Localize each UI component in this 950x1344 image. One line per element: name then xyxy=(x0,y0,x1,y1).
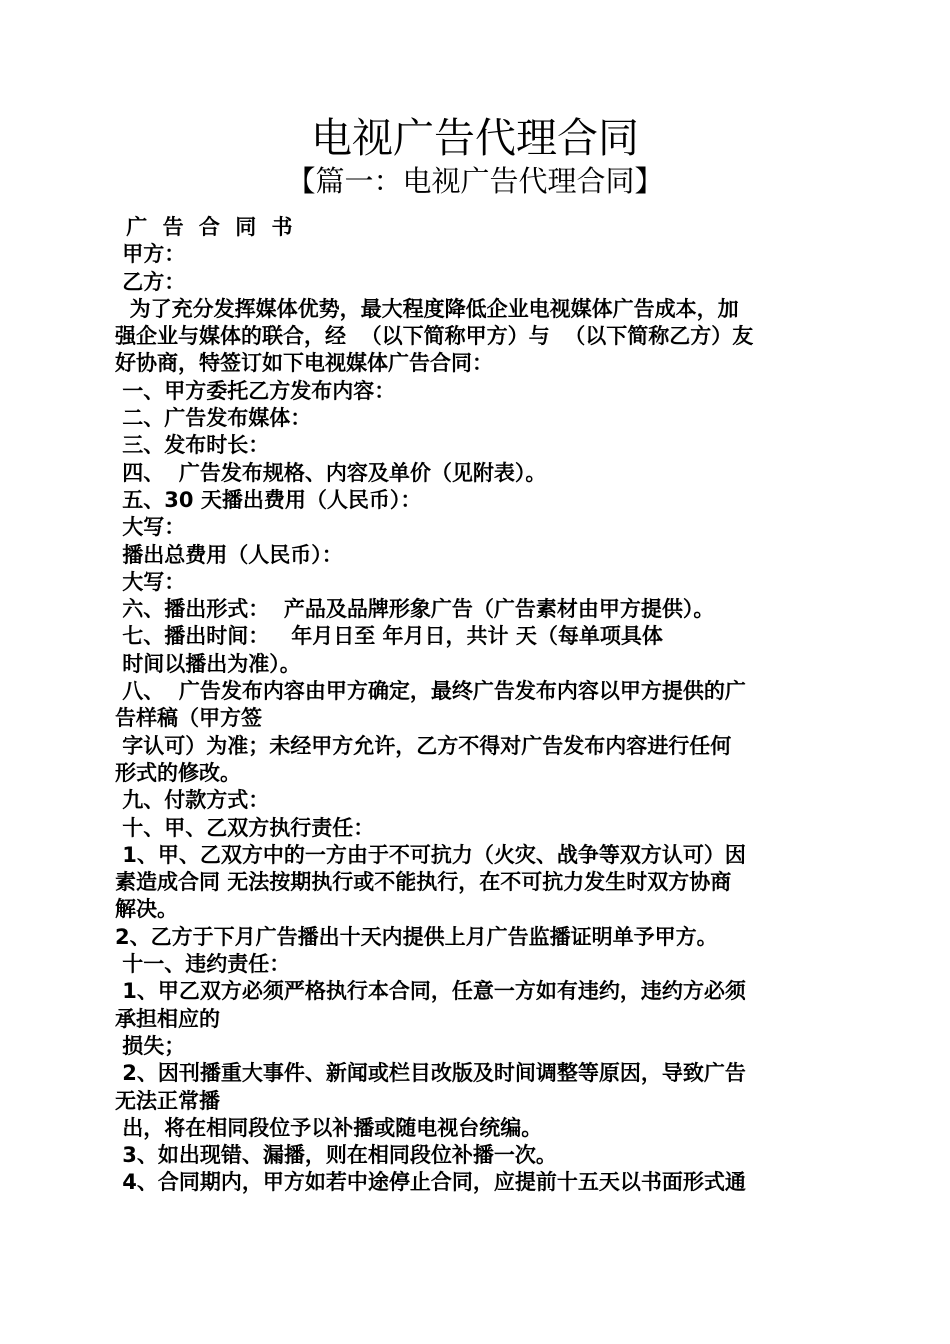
clause-8-line: 字认可）为准；未经甲方允许，乙方不得对广告发布内容进行任何 xyxy=(115,733,732,758)
clause-6-line: 六、播出形式： 产品及品牌形象广告（广告素材由甲方提供）。 xyxy=(115,597,715,622)
clause-11-line: 十一、违约责任： xyxy=(115,952,291,977)
clause-11-item-line: 承担相应的 xyxy=(115,1006,220,1031)
document-title: 电视广告代理合同 xyxy=(311,114,639,162)
preamble-line: 为了充分发挥媒体优势，最大程度降低企业电视媒体广告成本，加 xyxy=(115,296,739,321)
clause-11-item-line: 3、如出现错、漏播，则在相同段位补播一次。 xyxy=(115,1143,557,1168)
clause-5-line: 五、30 天播出费用（人民币）： xyxy=(115,487,422,512)
party-b-line: 乙方： xyxy=(115,269,186,294)
preamble-line: 好协商，特签订如下电视媒体广告合同： xyxy=(115,351,493,376)
clause-3-line: 三、发布时长： xyxy=(115,433,270,458)
party-a-line: 甲方： xyxy=(115,242,186,267)
clause-11-item-line: 损失； xyxy=(115,1033,186,1058)
preamble-line: 强企业与媒体的联合，经 （以下简称甲方）与 （以下简称乙方）友 xyxy=(115,324,754,349)
clause-10-item-line: 1、甲、乙双方中的一方由于不可抗力（火灾、战争等双方认可）因 xyxy=(115,842,746,867)
clause-7-line: 时间以播出为准）。 xyxy=(115,651,301,676)
clause-11-item-line: 2、因刊播重大事件、新闻或栏目改版及时间调整等原因，导致广告 xyxy=(115,1061,746,1086)
clause-10-item-line: 素造成合同 无法按期执行或不能执行，在不可抗力发生时双方协商 xyxy=(115,870,732,895)
total-fee-line: 播出总费用（人民币）： xyxy=(115,542,343,567)
clause-7-line: 七、播出时间： 年月日至 年月日，共计 天（每单项具体 xyxy=(115,624,663,649)
clause-4-line: 四、 广告发布规格、内容及单价（见附表）。 xyxy=(115,460,547,485)
amount-in-words-line: 大写： xyxy=(115,569,186,594)
clause-10-line: 十、甲、乙双方执行责任： xyxy=(115,815,375,840)
clause-2-line: 二、广告发布媒体： xyxy=(115,406,312,431)
clause-8-line: 八、 广告发布内容由甲方确定，最终广告发布内容以甲方提供的广 xyxy=(115,679,746,704)
document-subtitle: 【篇一：电视广告代理合同】 xyxy=(286,164,664,198)
document-body xyxy=(115,214,835,1197)
clause-11-item-line: 无法正常播 xyxy=(115,1088,220,1113)
clause-11-item-line: 出，将在相同段位予以补播或随电视台统编。 xyxy=(115,1115,543,1140)
clause-9-line: 九、付款方式： xyxy=(115,788,270,813)
clause-10-item-line: 解决。 xyxy=(115,897,178,922)
clause-8-line: 形式的修改。 xyxy=(115,760,241,785)
clause-11-item-line: 4、合同期内，甲方如若中途停止合同，应提前十五天以书面形式通 xyxy=(115,1170,746,1195)
clause-8-line: 告样稿（甲方签 xyxy=(115,706,262,731)
clause-11-item-line: 1、甲乙双方必须严格执行本合同，任意一方如有违约，违约方必须 xyxy=(115,979,746,1004)
clause-10-item-line: 2、乙方于下月广告播出十天内提供上月广告监播证明单予甲方。 xyxy=(115,924,718,949)
clause-1-line: 一、甲方委托乙方发布内容： xyxy=(115,378,396,403)
contract-heading: 广 告 合 同 书 xyxy=(115,215,297,239)
amount-in-words-line: 大写： xyxy=(115,515,186,540)
